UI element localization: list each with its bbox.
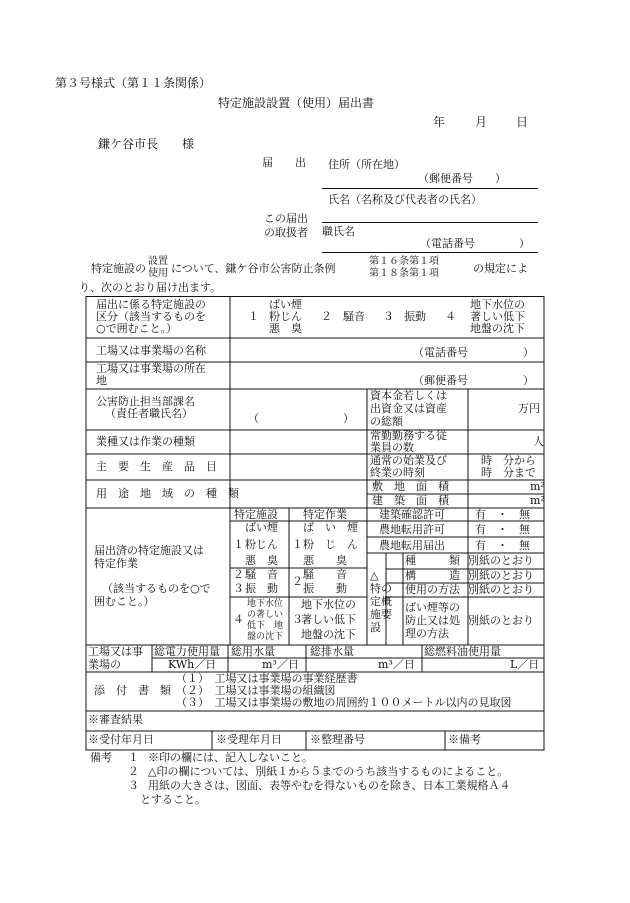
power-unit: KWh／日	[168, 658, 217, 671]
pollution-officer-label-2: （責任者職氏名）	[105, 407, 193, 420]
applicant-name-label: 氏名（名称及び代表者の氏名）	[328, 193, 482, 206]
building-area-label: 建 築 面 積	[372, 494, 449, 507]
attachment-2: （２） 工場又は事業場の組織図	[176, 684, 336, 697]
ex-gw-a4: 盤の沈下	[247, 632, 284, 642]
ex-akushu: 悪 臭	[245, 554, 278, 567]
spec-label-1: 特の	[370, 582, 392, 595]
building-area-unit: m²	[530, 494, 545, 507]
ex-baien2: ば い 煙	[303, 521, 358, 534]
ex-shindo: 振 動	[245, 582, 278, 595]
handler-label-2: の取扱者	[264, 226, 308, 239]
products-label: 主 要 生 産 品 目	[96, 460, 217, 473]
ex-n3a: ３	[233, 582, 244, 595]
date-day: 日	[516, 115, 529, 129]
reference-number: ※整理番号	[310, 733, 365, 746]
spec-usage-label: 使用の方法	[405, 583, 460, 596]
spec-pollution-method-1: ばい煙等の	[405, 601, 460, 614]
ex-funjin2: 粉 じ ん	[303, 538, 358, 551]
handler-name-label: 職氏名	[322, 225, 355, 238]
spec-kind-label: 種 類	[405, 554, 460, 567]
ex-baien: ばい煙	[245, 521, 278, 534]
factory-address-label-1: 工場又は事業場の所在	[96, 362, 206, 375]
ex-gw-b2: 著しい低下	[301, 613, 356, 626]
ex-funjin: 粉じん	[245, 538, 278, 551]
factory-phone: （電話番号 ）	[413, 346, 534, 359]
note-3-cont: とすること。	[140, 793, 206, 806]
intro-line2: り、次のとおり届け出ます。	[79, 281, 222, 294]
capital-unit: 万円	[518, 402, 540, 415]
spec-pollution-method-ref: 別紙のとおり	[468, 614, 534, 627]
employees-label-1: 常勤勤務する従	[370, 429, 447, 442]
date-month: 月	[475, 115, 488, 129]
col-work: 特定作業	[303, 508, 347, 521]
ex-gw-a3: 低下 地	[247, 621, 284, 631]
intro-jo1: 第１６条第１項	[369, 256, 439, 267]
employees-unit: 人	[533, 435, 544, 448]
form-number: 第３号様式（第１１条関係）	[55, 76, 212, 90]
permit-farmland-notice-label: 農地転用届出	[379, 539, 445, 552]
industry-label: 業種又は作業の種類	[96, 435, 195, 448]
hours-label-2: 終業の時刻	[370, 466, 425, 479]
ex-soon2: 騒 音	[303, 568, 347, 581]
col-facility: 特定施設	[234, 508, 278, 521]
addressee: 鎌ケ谷市長 様	[98, 137, 195, 151]
ex-gw-b1: 地下水位の	[301, 598, 356, 611]
spec-usage-ref: 別紙のとおり	[468, 583, 534, 596]
note-3: 用紙の大きさは、図面、表等やむを得ないものを除き、日本工業規格Ａ４	[148, 779, 511, 792]
usage-label-2: 業場の	[88, 658, 121, 671]
category-gw-2: 著しい低下	[470, 310, 525, 323]
paren-close: ）	[343, 412, 354, 425]
received-date: ※受理年月日	[216, 733, 282, 746]
drain-label: 総排水量	[310, 645, 354, 658]
intro-setti: 設置	[148, 256, 168, 267]
attachment-1: （１） 工場又は事業場の事業経歴書	[176, 672, 358, 685]
category-funjin: 粉じん	[269, 310, 302, 323]
usage-label-1: 工場又は事	[88, 645, 143, 658]
note-1: ※印の欄には、記入しないこと。	[148, 751, 313, 764]
attachments-label: 添 付 書 類	[94, 684, 171, 697]
ex-n2a: ２	[233, 568, 244, 581]
review-result: ※審査結果	[88, 713, 143, 726]
employees-label-2: 業員の数	[370, 441, 414, 454]
applicant-label: 届 出	[262, 156, 306, 169]
notes-label: 備考	[90, 751, 112, 764]
spec-structure-label: 構 造	[405, 569, 460, 582]
handler-label-1: この届出	[264, 212, 308, 225]
spec-kind-ref: 別紙のとおり	[468, 554, 534, 567]
drain-unit: m³／日	[378, 658, 415, 671]
ex-n1: １	[233, 538, 244, 551]
permit-building-options[interactable]: 有 ・ 無	[475, 508, 530, 521]
accept-date: ※受付年月日	[88, 733, 154, 746]
ex-n2b: ２	[292, 575, 303, 588]
factory-name-label: 工場又は事業場の名称	[96, 344, 206, 357]
spec-label-4: 設	[370, 621, 381, 634]
intro-shiyo: 使用	[148, 268, 168, 279]
hours-start: 時 分から	[481, 454, 536, 467]
fuel-label: 総燃料油使用量	[424, 645, 501, 658]
site-area-unit: m²	[530, 480, 545, 493]
category-shindo: 振動	[404, 310, 426, 323]
category-n2: ２	[321, 310, 332, 323]
ex-gw-a1: 地下水位	[247, 599, 284, 609]
category-label-3: ○で囲むこと。）	[96, 322, 178, 335]
spec-triangle-mark: △	[370, 569, 379, 582]
factory-address-label-2: 地	[96, 374, 107, 387]
applicant-address-label: 住所（所在地）	[328, 158, 405, 171]
category-soon: 騒音	[343, 310, 365, 323]
pollution-officer-label-1: 公害防止担当部課名	[96, 395, 195, 408]
note-2-num: ２	[128, 765, 139, 778]
remarks-field: ※備考	[448, 733, 481, 746]
capital-label-2: 出資金又は資産	[370, 402, 447, 415]
intro-line1c: の規定によ	[473, 262, 528, 275]
applicant-postal: （郵便番号 ）	[418, 172, 506, 185]
capital-label-3: の総額	[370, 415, 403, 428]
spec-structure-ref: 別紙のとおり	[468, 569, 534, 582]
water-unit: m³／日	[262, 658, 299, 671]
category-n3: ３	[383, 310, 394, 323]
zoning-label: 用 途 地 域 の 種 類	[96, 487, 239, 500]
category-n4: ４	[445, 310, 456, 323]
category-gw-1: 地下水位の	[470, 298, 525, 311]
category-label-2: 区分（該当するものを	[96, 310, 206, 323]
ex-gw-a2: の著しい	[247, 610, 284, 620]
site-area-label: 敷 地 面 積	[372, 480, 449, 493]
note-1-num: １	[128, 751, 139, 764]
ex-n1b: １	[292, 538, 303, 551]
date-year: 年	[433, 115, 446, 129]
attachment-3: （３） 工場又は事業場の敷地の周囲約１００メートル以内の見取図	[176, 696, 512, 709]
ex-gw-b3: 地盤の沈下	[301, 628, 356, 641]
category-akushu: 悪 臭	[269, 322, 302, 335]
paren-open: （	[248, 412, 259, 425]
category-gw-3: 地盤の沈下	[470, 322, 525, 335]
note-3-num: ３	[128, 779, 139, 792]
factory-postal: （郵便番号 ）	[413, 374, 534, 387]
ex-soon: 騒 音	[245, 568, 278, 581]
ex-n4: ４	[233, 613, 244, 626]
category-n1: １	[248, 310, 259, 323]
permit-farmland-options[interactable]: 有 ・ 無	[475, 523, 530, 536]
intro-jo2: 第１８条第１項	[369, 268, 439, 279]
intro-line1a: 特定施設の	[91, 262, 146, 275]
power-label: 総電力使用量	[154, 645, 220, 658]
existing-label-3: （該当するものを○で	[102, 582, 211, 595]
existing-label-2: 特定作業	[94, 557, 138, 570]
ex-akushu2: 悪 臭	[303, 554, 347, 567]
spec-pollution-method-2: 防止又は処	[405, 614, 460, 627]
category-baien: ばい煙	[269, 298, 302, 311]
hours-end: 時 分まで	[481, 466, 536, 479]
permit-farmland-notice-options[interactable]: 有 ・ 無	[475, 539, 530, 552]
hours-label-1: 通常の始業及び	[370, 454, 447, 467]
intro-line1b: について、鎌ケ谷市公害防止条例	[171, 262, 336, 275]
ex-n3b: ３	[292, 613, 303, 626]
handler-phone: （電話番号 ）	[420, 237, 530, 250]
page-title: 特定施設設置（使用）届出書	[218, 96, 375, 110]
fuel-unit: L／日	[510, 658, 540, 671]
spec-label-2: 定概	[370, 595, 392, 608]
permit-farmland-label: 農地転用許可	[379, 523, 445, 536]
permit-building-label: 建築確認許可	[379, 508, 445, 521]
ex-shindo2: 振 動	[303, 582, 347, 595]
category-label-1: 届出に係る特定施設の	[96, 298, 206, 311]
spec-label-3: 施要	[370, 608, 392, 621]
capital-label-1: 資本金若しくは	[370, 389, 447, 402]
note-2: △印の欄については、別紙１から５までのうち該当するものによること。	[148, 765, 509, 778]
water-label: 総用水量	[231, 645, 275, 658]
existing-label-1: 届出済の特定施設又は	[94, 544, 204, 557]
spec-pollution-method-3: 理の方法	[405, 627, 449, 640]
existing-label-4: 囲むこと。）	[94, 595, 155, 608]
